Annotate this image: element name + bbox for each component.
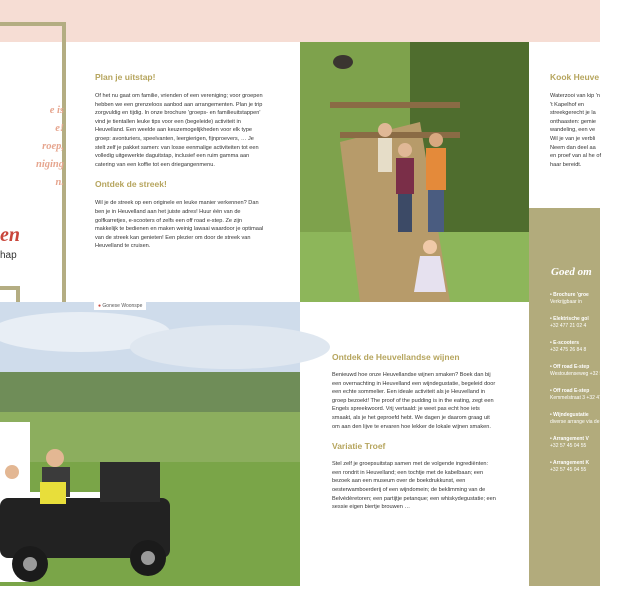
info-item-label: Elektrische gol bbox=[553, 316, 589, 322]
info-item-sub: diverse arrange via de website bbox=[550, 419, 618, 425]
info-item: • Brochure 'groe Verkrijgbaar in bbox=[550, 292, 589, 305]
info-item: • Arrangement V +32 57 45 04 55 bbox=[550, 436, 589, 449]
info-item: • E-scooters +32 475 26 84 8 bbox=[550, 340, 587, 353]
golf-cart-art bbox=[0, 302, 300, 586]
info-item-label: Wijndegustatie bbox=[553, 412, 589, 418]
family-photo bbox=[300, 42, 529, 302]
info-item-sub: +32 57 45 04 55 bbox=[550, 467, 587, 473]
info-item-label: Off road E-step bbox=[553, 388, 590, 394]
photo-credit-text: Gonese Woonspe bbox=[102, 303, 143, 309]
info-item-sub: Westoutenseweg +32 57 33 87 01 bbox=[550, 371, 626, 377]
article-column-2 bbox=[332, 352, 497, 522]
info-item: • Off road E-step Westoutenseweg +32 57 33 87 01 bbox=[550, 364, 626, 377]
info-item-sub: Kemmelstraat 3 +32 472 40 02 0 bbox=[550, 395, 623, 401]
location-icon: ● bbox=[98, 303, 102, 309]
info-item: • Wijndegustatie diverse arrange via de website bbox=[550, 412, 618, 425]
paragraph-wijnen: Benieuwd hoe onze Heuvellandse wijnen smaken? Boek dan bij een overnachting in Heuvelland een wijndegustatie, begeleid door een echte sommelier. Een ideale activiteit als je Heuvelland in groep bezoekt! The proof of the pudding is in the eating, zegt een Engels spreekwoord. Vrij vertaald: je weet pas echt hoe iets smaakt, als je het geproefd hebt. We dagen je daarom graag uit om aan den lijve te ervaren hoe lekker de lokale wijnen smaken. bbox=[332, 372, 496, 430]
info-item-label: Arrangement K bbox=[552, 460, 590, 466]
top-band bbox=[0, 0, 600, 42]
info-panel-title: Goed om bbox=[551, 266, 592, 278]
info-item-label: Arrangement V bbox=[552, 436, 589, 442]
paragraph-ontdek: Wil je de streek op een originele en leuke manier verkennen? Dan ben je in Heuvelland aan het juiste adres! Huur één van de golfkarretjes, e-scooters of zelfs een off road e-step. Ze zijn makkelijk te bedienen en maken weinig lawaai waardoor je optimaal van de streek kan genieten! Een plezier om door de streek van Heuvelland te cruisen. bbox=[95, 200, 264, 250]
quote-line: e! bbox=[55, 123, 64, 134]
heading-plan: Plan je uitstap! bbox=[95, 72, 156, 82]
info-item-sub: +32 477 21 02 4 bbox=[550, 323, 587, 329]
info-item-label: Brochure 'groe bbox=[553, 292, 589, 298]
paragraph-variatie: Stel zelf je groepsuitstap samen met de volgende ingrediënten: een rondrit in Heuvelland; een tochtje met de kabelbaan; een bezoek aan een museum over de boekdrukkunst, een oesterwamboerderij of een wijndomein; de beklimming van de Belvédèretoren; een partijtje petanque; een whiskydegustatie; een sessie eigen biertje brouwen … bbox=[332, 461, 496, 511]
article-column-3 bbox=[550, 72, 610, 169]
golf-cart-photo bbox=[0, 302, 300, 586]
heading-kook: Kook Heuve bbox=[550, 72, 600, 82]
article-column-1 bbox=[95, 72, 265, 261]
heading-ontdek: Ontdek de streek! bbox=[95, 179, 167, 190]
photo-credit-tag bbox=[94, 302, 146, 310]
quote-line: roep, bbox=[42, 141, 64, 152]
info-item-label: E-scooters bbox=[553, 340, 579, 346]
family-photo-art bbox=[300, 42, 529, 302]
info-item: • Arrangement K +32 57 45 04 55 bbox=[550, 460, 590, 473]
heading-variatie: Variatie Troef bbox=[332, 441, 386, 452]
heading-wijnen: Ontdek de Heuvellandse wijnen bbox=[332, 352, 460, 362]
paragraph-plan: Of het nu gaat om familie, vrienden of een vereniging; voor groepen hebben we een grenzeloos aanbod aan arrangementen. Plan je trip zorgvuldig en tijdig. In onze brochure 'groeps- en familieuitstappen' vind je tientallen leuke tips voor een (begeleide) activiteit in Heuvelland. Een weelde aan keuzemogelijkheden voor elk type groep: avonturiers, speelvanten, leergierigen, fijnproevers, … Je stelt zelf je pakket samen: van losse eenmalige activiteiten tot een volledig uitgewerkte daguitstap, inclusief een ruim gamma aan catering van een koffie tot een driegangenmenu. bbox=[95, 93, 263, 168]
info-item-sub: +32 57 45 04 55 bbox=[550, 443, 587, 449]
quote-line: niging bbox=[35, 159, 64, 170]
info-item-label: Off road E-step bbox=[553, 364, 590, 370]
quote-line: n. bbox=[55, 177, 64, 188]
pull-quote bbox=[0, 102, 64, 192]
info-item-sub: +32 475 26 84 8 bbox=[550, 347, 587, 353]
info-list bbox=[550, 292, 626, 484]
signature: en bbox=[0, 224, 20, 246]
info-item: • Off road E-step Kemmelstraat 3 +32 472 40 02 0 bbox=[550, 388, 623, 401]
quote-line: e is bbox=[49, 105, 64, 116]
info-item: • Elektrische gol +32 477 21 02 4 bbox=[550, 316, 589, 329]
paragraph-kook: Waterzooi van kip 'n 't Kapelhof en streekgerecht je la onthaasten: gemie wandeling, een ve Wil je van je verbli Neem dan deel aa en proef van al he of haar bereidt. bbox=[550, 93, 602, 168]
signature-sub: hap bbox=[0, 250, 17, 261]
info-item-sub: Verkrijgbaar in bbox=[550, 299, 582, 305]
